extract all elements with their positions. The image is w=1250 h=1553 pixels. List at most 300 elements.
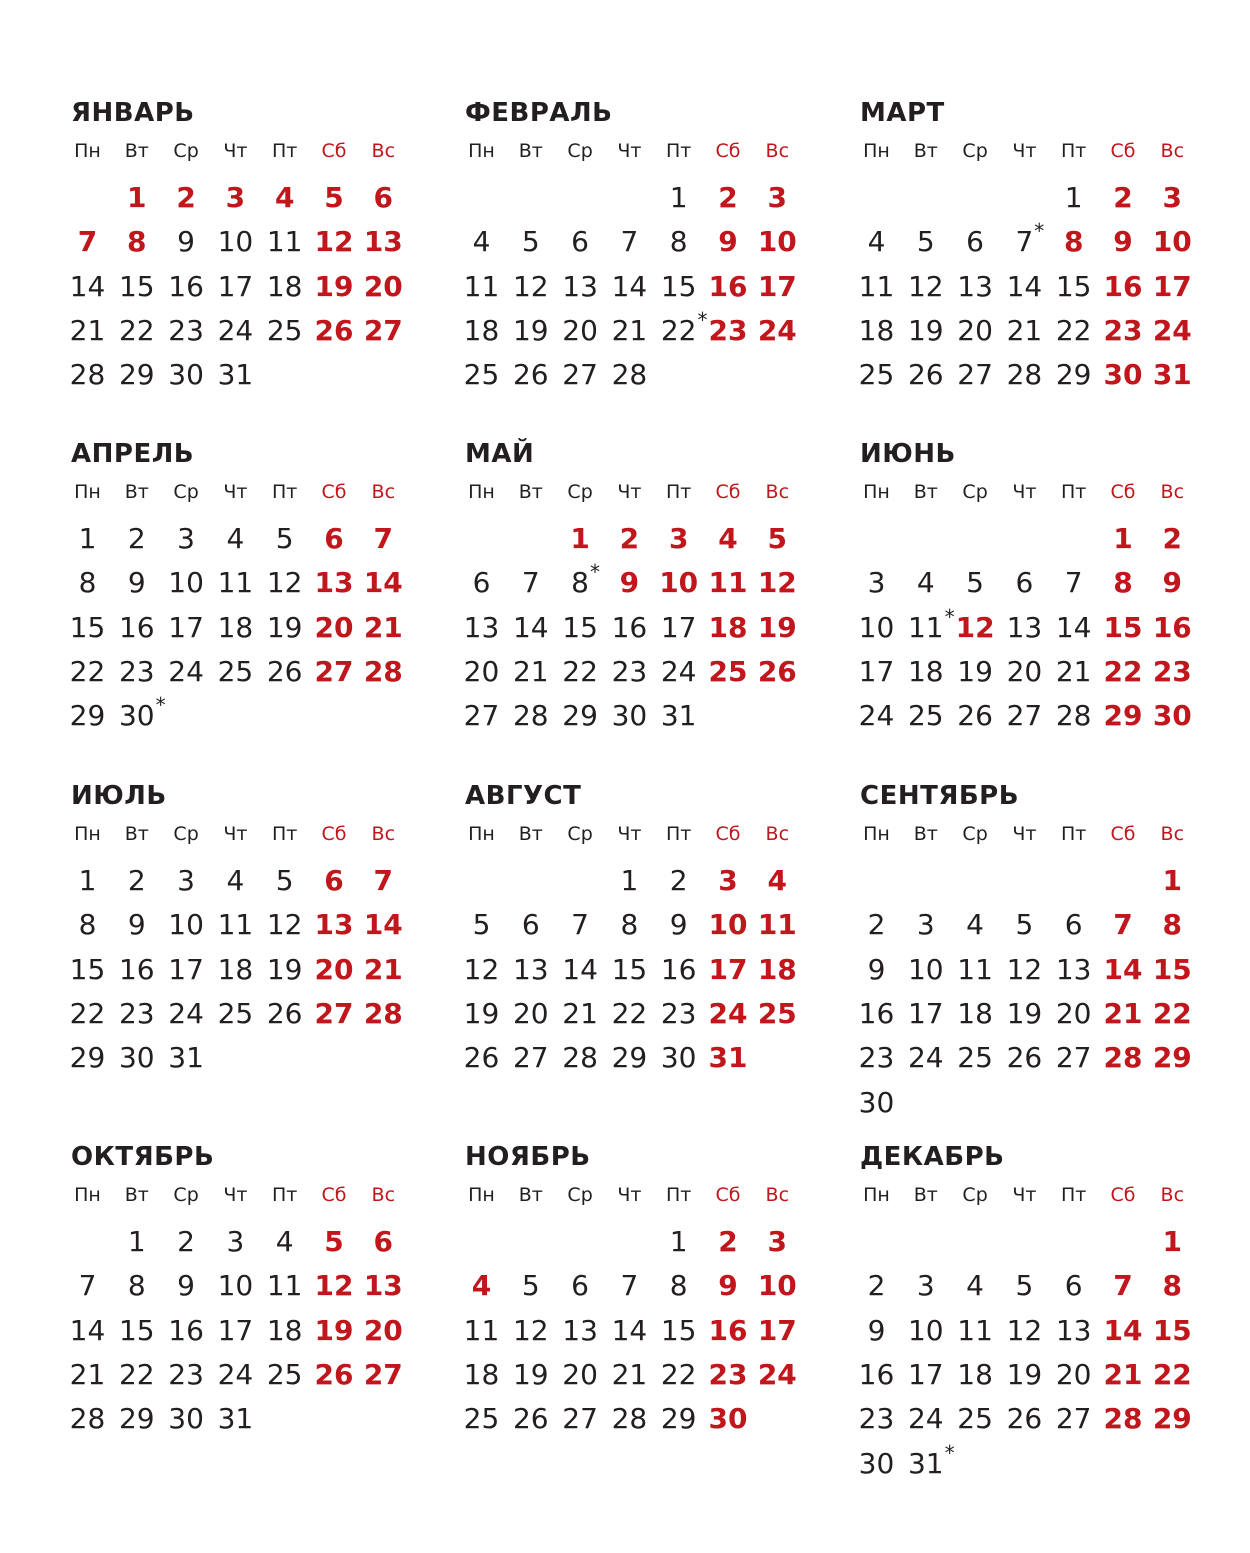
date-number: 7 [1015, 225, 1034, 259]
month-title: МАРТ [860, 98, 945, 128]
date-number: 30 [858, 1446, 895, 1480]
date-number: 18 [957, 996, 993, 1030]
date-number: 5 [521, 1269, 540, 1303]
date-number: 1 [570, 522, 590, 555]
weekday-label: Вт [913, 823, 938, 845]
month-title: НОЯБРЬ [465, 1142, 591, 1172]
date-number: 24 [907, 1041, 944, 1075]
workday-date [162, 358, 211, 392]
workday-date [605, 1358, 654, 1392]
date-number: 10 [907, 952, 944, 986]
holiday-date [310, 314, 359, 348]
workday-date [260, 1358, 309, 1392]
weekday-label: Вс [1160, 140, 1185, 162]
workday-date [556, 655, 605, 689]
date-number: 19 [512, 313, 549, 347]
date-number: 27 [562, 1402, 598, 1436]
holiday-date [1148, 864, 1197, 898]
holiday-date [1148, 1402, 1197, 1436]
date-number: 17 [217, 269, 254, 303]
workday-date [260, 314, 309, 348]
date-number: 21 [562, 996, 598, 1030]
holiday-date [753, 953, 802, 987]
month-6 [860, 439, 1205, 779]
date-number: 26 [512, 1402, 549, 1436]
date-number: 6 [966, 225, 984, 259]
date-number: 16 [118, 610, 155, 644]
workday-date [605, 908, 654, 942]
workday-date [63, 908, 112, 942]
date-number: 14 [562, 952, 598, 986]
date-number: 28 [69, 358, 106, 392]
date-number: 2 [1113, 181, 1133, 214]
date-number: 6 [1015, 566, 1034, 600]
holiday-date [359, 997, 408, 1031]
workday-date [654, 1041, 703, 1075]
date-number: 22 [1152, 1357, 1192, 1391]
holiday-date [1148, 1269, 1197, 1303]
workday-date [112, 611, 161, 645]
workday-date [654, 1225, 703, 1259]
workday-date [63, 522, 112, 556]
weekday-label: Вс [371, 1184, 396, 1206]
workday-date [605, 864, 654, 898]
workday-date [1000, 997, 1049, 1031]
workday-date [63, 953, 112, 987]
workday-date [1000, 314, 1049, 348]
date-number: 24 [217, 313, 254, 347]
date-number: 27 [957, 358, 993, 392]
workday-date [951, 566, 1000, 600]
date-number: 4 [275, 1225, 294, 1258]
holiday-date [359, 1269, 408, 1303]
workday-date [654, 1269, 703, 1303]
date-number: 21 [1103, 996, 1143, 1030]
date-number: 12 [757, 566, 797, 600]
weekday-label: Ср [567, 823, 593, 845]
workday-date [112, 270, 161, 304]
workday-date [852, 1086, 901, 1120]
weekday-label: Вт [124, 481, 149, 503]
weekday-label: Вт [518, 823, 543, 845]
date-number: 18 [266, 269, 303, 303]
workday-date [605, 225, 654, 259]
date-number: 20 [463, 654, 500, 688]
date-number: 18 [957, 1357, 993, 1391]
workday-date [901, 997, 950, 1031]
date-number: 2 [177, 1225, 195, 1258]
workday-date [852, 1314, 901, 1348]
workday-date [852, 314, 901, 348]
workday-date [457, 997, 506, 1031]
date-number: 23 [1103, 313, 1143, 347]
date-number: 13 [562, 269, 598, 303]
date-number: 28 [1006, 358, 1043, 392]
holiday-date [704, 655, 753, 689]
weekday-label: Ср [567, 481, 593, 503]
holiday-date [112, 225, 161, 259]
workday-date [260, 270, 309, 304]
weekday-label: Пт [272, 481, 298, 503]
date-number: 17 [858, 654, 895, 688]
workday-date [63, 611, 112, 645]
date-number: 13 [1006, 610, 1043, 644]
workday-date [211, 953, 260, 987]
month-11 [465, 1142, 810, 1482]
workday-date [901, 1041, 950, 1075]
date-number: 15 [118, 1313, 155, 1347]
workday-date [951, 314, 1000, 348]
workday-date [63, 997, 112, 1031]
holiday-date [654, 566, 703, 600]
workday-date [260, 997, 309, 1031]
date-number: 23 [168, 1357, 204, 1391]
workday-date [211, 225, 260, 259]
workday-date [162, 611, 211, 645]
date-number: 12 [314, 1269, 354, 1303]
holiday-date [704, 225, 753, 259]
date-number: 1 [1162, 1225, 1183, 1258]
date-number: 18 [217, 610, 254, 644]
holiday-date [310, 864, 359, 898]
workday-date [162, 270, 211, 304]
workday-date [852, 358, 901, 392]
date-number: 5 [1015, 908, 1034, 942]
workday-date [605, 699, 654, 733]
workday-date [63, 1358, 112, 1392]
workday-date [457, 314, 506, 348]
date-number: 22 [118, 1357, 155, 1391]
workday-date [260, 908, 309, 942]
workday-date [556, 560, 605, 600]
date-number: 14 [363, 566, 403, 600]
weekday-label: Пн [863, 823, 890, 845]
date-number: 24 [858, 699, 895, 733]
workday-date [457, 566, 506, 600]
holiday-date [1148, 953, 1197, 987]
workday-date [162, 997, 211, 1031]
date-number: 21 [512, 654, 549, 688]
holiday-date [753, 314, 802, 348]
date-number: 23 [118, 654, 155, 688]
date-number: 18 [708, 610, 748, 644]
workday-date [211, 314, 260, 348]
workday-date [951, 1041, 1000, 1075]
date-number: 19 [266, 952, 303, 986]
date-number: 12 [1006, 952, 1043, 986]
date-number: 23 [858, 1041, 895, 1075]
date-number: 16 [611, 610, 648, 644]
workday-date [605, 611, 654, 645]
date-number: 26 [463, 1041, 500, 1075]
workday-date [951, 1269, 1000, 1303]
date-number: 11 [266, 1269, 303, 1303]
shortened-day-mark: * [944, 1440, 955, 1465]
date-number: 22 [1103, 654, 1143, 688]
date-number: 6 [324, 864, 344, 897]
workday-date [1000, 219, 1049, 259]
date-number: 4 [718, 522, 738, 555]
workday-date [457, 699, 506, 733]
date-number: 5 [521, 225, 540, 259]
date-number: 7 [77, 225, 98, 259]
date-number: 16 [1152, 610, 1192, 644]
weekday-label: Сб [321, 1184, 347, 1206]
date-number: 20 [1006, 654, 1043, 688]
date-number: 10 [1152, 225, 1192, 259]
workday-date [63, 314, 112, 348]
date-number: 17 [907, 996, 944, 1030]
holiday-date [654, 522, 703, 556]
date-number: 2 [127, 864, 146, 897]
holiday-date [605, 522, 654, 556]
weekday-label: Пн [468, 1184, 495, 1206]
weekday-label: Ср [962, 140, 988, 162]
month-title: ДЕКАБРЬ [860, 1142, 1005, 1172]
date-number: 17 [1152, 269, 1192, 303]
date-number: 29 [1152, 1041, 1192, 1075]
holiday-date [753, 270, 802, 304]
month-8 [465, 781, 810, 1121]
date-number: 14 [512, 610, 549, 644]
workday-date [112, 1358, 161, 1392]
workday-date [852, 611, 901, 645]
date-number: 2 [867, 1269, 886, 1303]
holiday-date [1148, 1314, 1197, 1348]
date-number: 7 [1113, 1269, 1133, 1303]
date-number: 16 [858, 1357, 895, 1391]
date-number: 22 [611, 996, 648, 1030]
date-number: 15 [1103, 610, 1143, 644]
date-number: 9 [867, 952, 886, 986]
weekday-label: Чт [1012, 1184, 1037, 1206]
holiday-date [359, 864, 408, 898]
weekday-label: Вс [371, 823, 396, 845]
workday-date [112, 358, 161, 392]
workday-date [1000, 611, 1049, 645]
workday-date [211, 864, 260, 898]
date-number: 15 [1152, 1313, 1192, 1347]
workday-date [654, 307, 708, 348]
month-3 [860, 98, 1205, 438]
holiday-date [1049, 225, 1098, 259]
workday-date [112, 1041, 161, 1075]
date-number: 3 [916, 908, 935, 942]
date-number: 11 [757, 908, 797, 942]
date-number: 3 [1162, 181, 1183, 214]
date-number: 19 [1006, 996, 1043, 1030]
workday-date [556, 270, 605, 304]
date-number: 31 [907, 1446, 944, 1480]
workday-date [457, 908, 506, 942]
workday-date [654, 997, 703, 1031]
workday-date [260, 1225, 309, 1259]
workday-date [211, 655, 260, 689]
date-number: 24 [660, 654, 697, 688]
date-number: 20 [363, 1313, 403, 1347]
date-number: 10 [907, 1313, 944, 1347]
workday-date [211, 908, 260, 942]
weekday-label: Пн [74, 140, 101, 162]
holiday-date [951, 611, 1000, 645]
date-number: 12 [955, 610, 995, 644]
workday-date [162, 908, 211, 942]
holiday-date [457, 1269, 506, 1303]
month-5 [465, 439, 810, 779]
workday-date [901, 699, 950, 733]
holiday-date [310, 997, 359, 1031]
date-number: 25 [217, 654, 254, 688]
date-number: 11 [217, 566, 254, 600]
holiday-date [359, 314, 408, 348]
workday-date [211, 1358, 260, 1392]
workday-date [1049, 953, 1098, 987]
shortened-day-mark: * [590, 560, 600, 585]
workday-date [901, 225, 950, 259]
weekday-label: Пт [666, 823, 692, 845]
date-number: 17 [708, 952, 748, 986]
weekday-label: Сб [1110, 140, 1136, 162]
weekday-label: Вт [518, 140, 543, 162]
date-number: 30 [1152, 699, 1192, 733]
workday-date [211, 997, 260, 1031]
date-number: 9 [1113, 225, 1133, 259]
date-number: 25 [708, 654, 748, 688]
date-number: 14 [69, 269, 106, 303]
date-number: 1 [1162, 864, 1183, 897]
workday-date [506, 314, 555, 348]
holiday-date [704, 1041, 753, 1075]
date-number: 12 [1006, 1313, 1043, 1347]
date-number: 18 [266, 1313, 303, 1347]
workday-date [260, 655, 309, 689]
date-number: 7 [620, 1269, 639, 1303]
date-number: 22 [69, 996, 106, 1030]
workday-date [162, 1314, 211, 1348]
date-number: 1 [1064, 181, 1083, 214]
date-number: 12 [266, 908, 303, 942]
workday-date [1000, 1402, 1049, 1436]
date-number: 4 [966, 908, 984, 942]
date-number: 26 [266, 654, 303, 688]
workday-date [112, 314, 161, 348]
weekday-label: Сб [321, 140, 347, 162]
workday-date [605, 655, 654, 689]
weekday-label: Вт [913, 1184, 938, 1206]
date-number: 28 [363, 996, 403, 1030]
date-number: 13 [512, 952, 549, 986]
date-number: 27 [1055, 1041, 1092, 1075]
date-number: 8 [669, 1269, 688, 1303]
workday-date [556, 1402, 605, 1436]
workday-date [211, 1402, 260, 1436]
workday-date [457, 655, 506, 689]
workday-date [654, 953, 703, 987]
date-number: 20 [512, 996, 549, 1030]
date-number: 19 [907, 313, 944, 347]
date-number: 14 [1006, 269, 1043, 303]
date-number: 21 [363, 952, 403, 986]
month-title: ЯНВАРЬ [71, 98, 195, 128]
month-title: АПРЕЛЬ [71, 439, 195, 469]
workday-date [506, 566, 555, 600]
date-number: 10 [217, 1269, 254, 1303]
workday-date [901, 604, 955, 645]
workday-date [852, 699, 901, 733]
workday-date [1000, 1358, 1049, 1392]
date-number: 31 [168, 1041, 204, 1075]
date-number: 8 [78, 908, 97, 942]
workday-date [1000, 1041, 1049, 1075]
weekday-label: Пт [666, 1184, 692, 1206]
date-number: 23 [168, 313, 204, 347]
holiday-date [1099, 1358, 1148, 1392]
date-number: 13 [1055, 952, 1092, 986]
month-title: ИЮЛЬ [71, 781, 167, 811]
date-number: 21 [1103, 1357, 1143, 1391]
workday-date [162, 1269, 211, 1303]
workday-date [63, 1402, 112, 1436]
holiday-date [1099, 181, 1148, 215]
date-number: 10 [708, 908, 748, 942]
workday-date [556, 1358, 605, 1392]
date-number: 31 [708, 1041, 748, 1075]
date-number: 6 [521, 908, 540, 942]
workday-date [1049, 997, 1098, 1031]
weekday-label: Сб [1110, 481, 1136, 503]
date-number: 20 [1055, 996, 1092, 1030]
date-number: 6 [571, 225, 589, 259]
holiday-date [704, 1269, 753, 1303]
workday-date [506, 270, 555, 304]
holiday-date [310, 181, 359, 215]
date-number: 18 [858, 313, 895, 347]
holiday-date [211, 181, 260, 215]
date-number: 23 [708, 1357, 748, 1391]
date-number: 8 [1162, 908, 1183, 942]
workday-date [457, 1402, 506, 1436]
date-number: 25 [266, 1357, 303, 1391]
date-number: 7 [620, 225, 639, 259]
date-number: 4 [226, 864, 245, 897]
holiday-date [359, 655, 408, 689]
holiday-date [1148, 655, 1197, 689]
month-title: СЕНТЯБРЬ [860, 781, 1020, 811]
date-number: 13 [314, 908, 354, 942]
date-number: 1 [620, 864, 639, 897]
month-9 [860, 781, 1205, 1121]
workday-date [951, 908, 1000, 942]
workday-date [457, 953, 506, 987]
date-number: 28 [512, 699, 549, 733]
date-number: 12 [314, 225, 354, 259]
holiday-date [1099, 953, 1148, 987]
date-number: 5 [916, 225, 935, 259]
weekday-label: Вс [371, 481, 396, 503]
date-number: 15 [660, 269, 697, 303]
workday-date [852, 1358, 901, 1392]
workday-date [901, 1314, 950, 1348]
weekday-label: Вс [765, 140, 790, 162]
date-number: 20 [314, 610, 354, 644]
holiday-date [359, 270, 408, 304]
workday-date [901, 908, 950, 942]
holiday-date [753, 181, 802, 215]
holiday-date [359, 953, 408, 987]
date-number: 25 [463, 358, 500, 392]
date-number: 19 [1006, 1357, 1043, 1391]
date-number: 16 [118, 952, 155, 986]
